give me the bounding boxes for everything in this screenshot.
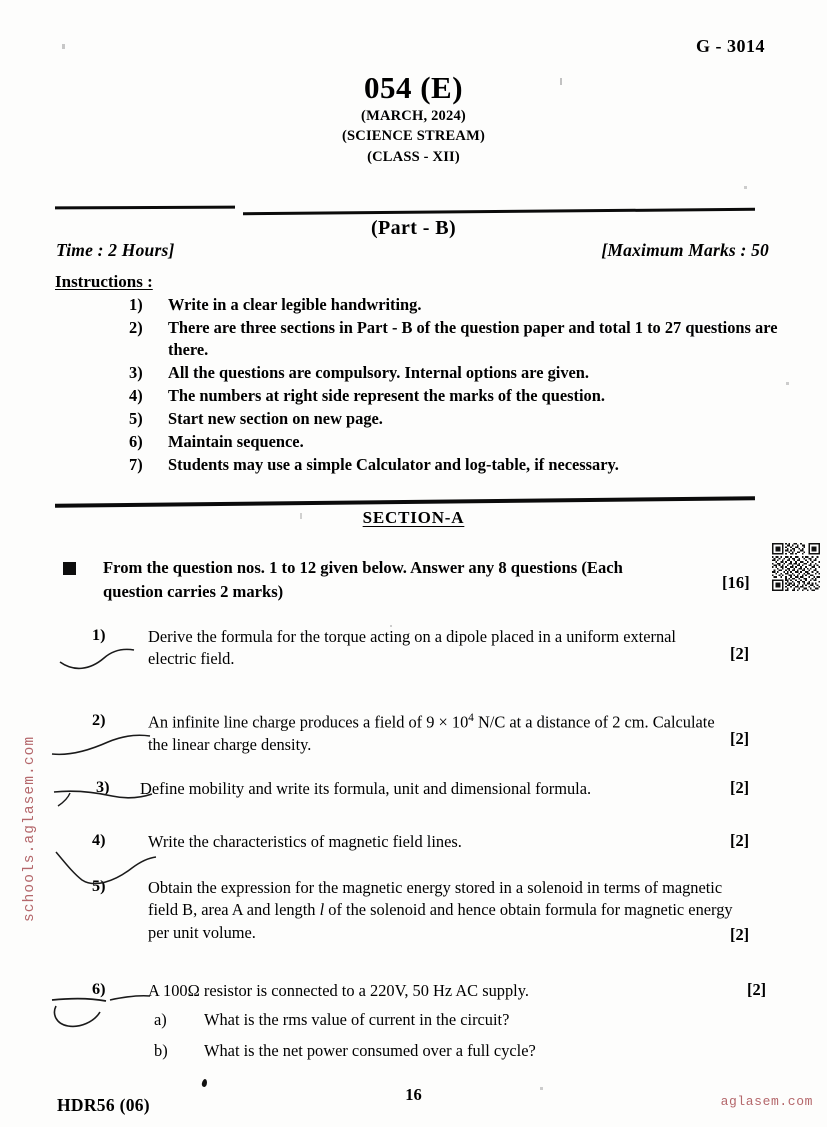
square-bullet-icon (63, 562, 76, 575)
question-number: 2) (92, 711, 106, 729)
question-number: 6) (92, 980, 106, 998)
instruction-item (129, 454, 789, 476)
scan-speck (300, 513, 302, 519)
divider-rule-right (243, 208, 755, 215)
sub-item-label: a) (154, 1010, 167, 1030)
instruction-text: Write in a clear legible handwriting. (168, 295, 422, 314)
subject-number: 054 (E) (363, 70, 464, 105)
qr-code-icon (772, 543, 820, 591)
part-label: (Part - B) (370, 217, 457, 239)
instruction-item (129, 294, 789, 316)
question-exponent: 4 (468, 712, 474, 724)
instruction-number: 4) (129, 385, 143, 405)
instructions-list (129, 294, 789, 477)
question-text (148, 626, 723, 671)
exam-stream: (SCIENCE STREAM) (342, 128, 485, 145)
sub-item-label: b) (154, 1040, 168, 1060)
instruction-number: 5) (129, 408, 143, 428)
instruction-item (129, 431, 789, 453)
question-line-1: Write the characteristics of magnetic field lines. (148, 832, 462, 851)
page-number: 16 (405, 1085, 422, 1104)
question-text (148, 831, 723, 853)
instruction-number: 1) (129, 295, 143, 314)
question-number: 5) (92, 877, 106, 895)
instruction-number: 6) (129, 431, 143, 451)
time-allowed: Time : 2 Hours] (56, 240, 175, 260)
scan-speck (390, 625, 392, 627)
scan-speck (744, 186, 747, 189)
question-symbol-length: l (319, 900, 325, 920)
scan-speck (560, 78, 562, 85)
instruction-text: Maintain sequence. (168, 431, 304, 451)
question-line-3: formula for magnetic energy per unit volume. (148, 900, 733, 942)
question-marks: [2] (730, 925, 750, 944)
question-number: 4) (92, 831, 106, 849)
instruction-text: There are three sections in Part - B of the question paper and total 1 to 27 questions are there. (168, 317, 778, 359)
question-sub-list (148, 1009, 748, 1062)
instruction-item (129, 362, 789, 384)
divider-rule-left (55, 206, 235, 210)
instruction-text: All the questions are compulsory. Internal options are given. (168, 362, 590, 382)
question-marks: [2] (730, 644, 750, 663)
title-block (0, 70, 827, 167)
sub-item-text: What is the net power consumed over a full cycle? (204, 1040, 536, 1060)
instruction-text: The numbers at right side represent the marks of the question. (168, 385, 605, 405)
corner-watermark: aglasem.com (720, 1094, 813, 1109)
instruction-text: Start new section on new page. (168, 408, 383, 428)
instruction-number: 2) (129, 317, 143, 337)
question-marks: [2] (730, 729, 750, 748)
sub-item-text: What is the rms value of current in the circuit? (204, 1010, 510, 1030)
instruction-item (129, 317, 789, 361)
scan-speck (62, 44, 65, 49)
question-text (148, 711, 723, 756)
maximum-marks: [Maximum Marks : 50 (601, 240, 769, 260)
section-instruction-line-2: question carries 2 marks) (103, 581, 284, 601)
question-line-2-part-b: of the solenoid and hence obtain (324, 900, 541, 920)
question-text (140, 778, 740, 800)
question-line-1: Obtain the expression for the magnetic energy stored in a solenoid in terms (148, 878, 641, 897)
question-marks: [2] (730, 778, 750, 797)
section-instruction-text (103, 556, 733, 603)
instruction-text: Students may use a simple Calculator and log-table, if necessary. (168, 454, 619, 474)
question-sub-item (148, 1009, 748, 1031)
instruction-item (129, 385, 789, 407)
instructions-label: Instructions : (55, 272, 153, 291)
question-number: 1) (92, 626, 106, 644)
question-sub-item (148, 1040, 748, 1062)
question-line-2-part-a: of magnetic field B, area A and length (148, 878, 723, 920)
question-line-1: Derive the formula for the torque acting on a dipole placed in a uniform (148, 627, 620, 646)
instruction-number: 3) (129, 362, 143, 382)
exam-class: (CLASS - XII) (367, 148, 460, 165)
side-watermark: schools.aglasem.com (22, 735, 38, 922)
section-instruction-line-1: From the question nos. 1 to 12 given below. Answer any 8 questions (Each (103, 558, 623, 577)
question-line-1-part-b: N/C at a distance of 2 cm. (473, 712, 649, 732)
section-heading: SECTION-A (362, 508, 465, 527)
instruction-item (129, 408, 789, 430)
section-divider-rule (55, 496, 755, 508)
question-line-1: Define mobility and write its formula, unit and dimensional formula. (140, 779, 592, 798)
question-line-1: A 100Ω resistor is connected to a 220V, 50 Hz AC supply. (148, 981, 529, 1000)
question-line-1-part-a: An infinite line charge produces a field of 9 × 10 (148, 712, 469, 732)
question-line-2: Calculate the linear charge density. (148, 712, 715, 754)
question-marks: [2] (747, 980, 767, 999)
scan-speck (786, 382, 789, 385)
instruction-number: 7) (129, 454, 143, 474)
question-number: 3) (96, 778, 110, 796)
question-text (148, 980, 748, 1070)
question-line-2: external electric field. (148, 627, 676, 669)
exam-month-year: (MARCH, 2024) (361, 107, 466, 124)
footer-paper-code: HDR56 (06) (57, 1095, 150, 1115)
paper-code: G - 3014 (696, 36, 765, 56)
question-text (148, 877, 743, 944)
section-instruction-marks: [16] (722, 573, 750, 592)
question-marks: [2] (730, 831, 750, 850)
